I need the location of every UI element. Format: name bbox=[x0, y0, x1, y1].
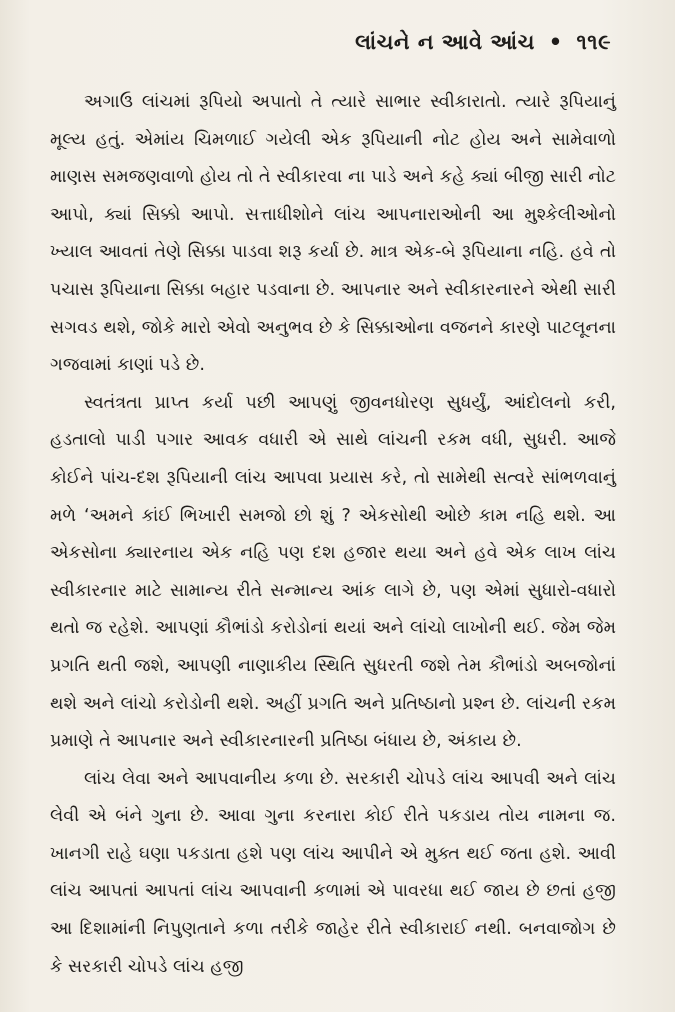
paragraph-3: લાંચ લેવા અને આપવાનીય કળા છે. સરકારી ચોપડે લાંચ આપવી અને લાંચ લેવી એ બંને ગુના છે. આવા ગુના કરનારા કોઈ રીતે પકડાય તોય નામના જ. ખાનગી રાહે ઘણા પકડાતા હશે પણ લાંચ આપીને એ મુક્ત થઈ જતા હશે. આવી લાંચ આપતાં આપતાં લાંચ આપવાની કળામાં એ પાવરધા થઈ જાય છે છતાં હજી આ દિશામાંની નિપુણતાને કળા તરીકે જાહેર રીતે સ્વીકારાઈ નથી. બનવાજોગ છે કે સરકારી ચોપડે લાંચ હજી bbox=[50, 768, 616, 977]
paragraph-1: અગાઉ લાંચમાં રૂપિયો અપાતો તે ત્યારે સાભાર સ્વીકારાતો. ત્યારે રૂપિયાનું મૂલ્ય હતું. એમાંય ચિમળાઈ ગયેલી એક રૂપિયાની નોટ હોય અને સામેવાળો માણસ સમજણવાળો હોય તો તે સ્વીકારવા ના પાડે અને કહે ક્યાં બીજી સારી નોટ આપો, ક્યાં સિક્કો આપો. સત્તાધીશોને લાંચ આપનારાઓની આ મુશ્કેલીઓનો ખ્યાલ આવતાં તેણે સિક્કા પાડવા શરૂ કર્યા છે. માત્ર એક-બે રૂપિયાના નહિ. હવે તો પચાસ રૂપિયાના સિક્કા બહાર પડવાના છે. આપનાર અને સ્વીકારનારને એથી સારી સગવડ થશે, જોકે મારો એવો અનુભવ છે કે સિક્કાઓના વજનને કારણે પાટલૂનના ગજવામાં કાણાં પડે છે. bbox=[50, 92, 616, 376]
page-header bbox=[355, 30, 611, 55]
header-separator: • bbox=[548, 30, 563, 54]
page-number: ૧૧૯ bbox=[576, 30, 611, 54]
body-text bbox=[50, 84, 616, 986]
paragraph-2: સ્વતંત્રતા પ્રાપ્ત કર્યા પછી આપણું જીવનધોરણ સુધર્યું, આંદોલનો કરી, હડતાલો પાડી પગાર આવક વધારી એ સાથે લાંચની રકમ વધી, સુધરી. આજે કોઈને પાંચ-દશ રૂપિયાની લાંચ આપવા પ્રયાસ કરે, તો સામેથી સત્વરે સાંભળવાનું મળે ‘અમને કાંઈ ભિખારી સમજો છો શું ? એકસોથી ઓછે કામ નહિ થશે. આ એકસોના ક્યારનાય એક નહિ પણ દશ હજાર થયા અને હવે એક લાખ લાંચ સ્વીકારનાર માટે સામાન્ય રીતે સન્માન્ય આંક લાગે છે, પણ એમાં સુધારો-વધારો થતો જ રહેશે. આપણાં કૌભાંડો કરોડોનાં થયાં અને લાંચો લાખોની થઈ. જેમ જેમ પ્રગતિ થતી જશે, આપણી નાણાકીય સ્થિતિ સુધરતી જશે તેમ કૌભાંડો અબજોનાં થશે અને લાંચો કરોડોની થશે. અહીં પ્રગતિ અને પ્રતિષ્ઠાનો પ્રશ્ન છે. લાંચની રકમ પ્રમાણે તે આપનાર અને સ્વીકારનારની પ્રતિષ્ઠા બંધાય છે, અંકાય છે. bbox=[50, 392, 616, 752]
running-title: લાંચને ન આવે આંચ bbox=[355, 30, 535, 54]
